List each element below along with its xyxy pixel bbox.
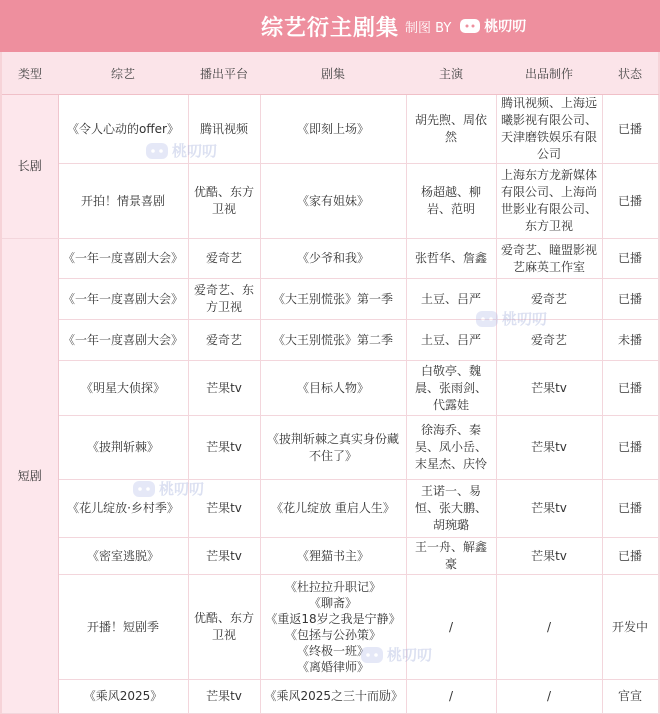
watermark-text: 桃叨叨 xyxy=(387,646,433,664)
credit xyxy=(405,0,526,52)
col-header-status: 状态 xyxy=(602,52,658,95)
col-header-show: 综艺 xyxy=(58,52,188,95)
brand xyxy=(459,16,526,36)
cell-producer: 腾讯视频、上海远曦影视有限公司、天津磨铁娱乐有限公司 xyxy=(496,95,602,164)
cell-platform: 爱奇艺 xyxy=(188,239,260,279)
cell-drama: 《乘风2025之三十而励》 xyxy=(260,680,406,714)
cell-producer: 爱奇艺、瞳盟影视艺麻英工作室 xyxy=(496,239,602,279)
cell-cast: 土豆、吕严 xyxy=(406,279,496,320)
table-row xyxy=(2,538,658,575)
col-header-type: 类型 xyxy=(2,52,58,95)
cell-drama: 《目标人物》 xyxy=(260,361,406,416)
cell-status: 未播 xyxy=(602,320,658,361)
category-short: 短剧 xyxy=(2,239,58,714)
credit-label: 制图 BY xyxy=(405,20,452,36)
cell-cast: 白敬亭、魏晨、张雨剑、代露娃 xyxy=(406,361,496,416)
cell-platform: 芒果tv xyxy=(188,680,260,714)
cell-producer: 芒果tv xyxy=(496,480,602,538)
cell-drama: 《家有姐妹》 xyxy=(260,164,406,239)
cell-cast: 王诺一、易恒、张大鹏、胡琬璐 xyxy=(406,480,496,538)
watermark-text: 桃叨叨 xyxy=(159,480,205,498)
page-title: 综艺衍主剧集 xyxy=(260,15,399,41)
cell-producer: 芒果tv xyxy=(496,416,602,480)
table-row xyxy=(2,320,658,361)
brand-name: 桃叨叨 xyxy=(484,19,527,35)
cell-cast: 杨超越、柳岩、范明 xyxy=(406,164,496,239)
cell-cast: 胡先煦、周依然 xyxy=(406,95,496,164)
cell-platform: 芒果tv xyxy=(188,361,260,416)
cell-drama: 《大王别慌张》第二季 xyxy=(260,320,406,361)
cell-show: 《明星大侦探》 xyxy=(58,361,188,416)
header-banner xyxy=(0,0,660,52)
table-row xyxy=(2,164,658,239)
cell-producer: / xyxy=(496,575,602,680)
cell-platform: 芒果tv xyxy=(188,480,260,538)
cell-cast: 徐海乔、秦昊、凤小岳、末星杰、庆怜 xyxy=(406,416,496,480)
cell-cast: 土豆、吕严 xyxy=(406,320,496,361)
drama-table xyxy=(2,52,659,714)
cell-status: 已播 xyxy=(602,239,658,279)
cell-show: 开拍！情景喜剧 xyxy=(58,164,188,239)
cell-show: 《乘风2025》 xyxy=(58,680,188,714)
cell-drama: 《狸猫书主》 xyxy=(260,538,406,575)
cell-status: 已播 xyxy=(602,416,658,480)
cell-drama: 《花儿绽放 重启人生》 xyxy=(260,480,406,538)
cell-show: 《一年一度喜剧大会》 xyxy=(58,239,188,279)
cell-drama: 《少爷和我》 xyxy=(260,239,406,279)
cell-status: 已播 xyxy=(602,164,658,239)
cell-platform: 优酷、东方卫视 xyxy=(188,575,260,680)
cell-status: 已播 xyxy=(602,279,658,320)
cell-show: 开播！短剧季 xyxy=(58,575,188,680)
cell-status: 官宣 xyxy=(602,680,658,714)
table-row xyxy=(2,361,658,416)
cell-cast: / xyxy=(406,575,496,680)
cell-cast: / xyxy=(406,680,496,714)
cell-producer: 芒果tv xyxy=(496,361,602,416)
cell-status: 已播 xyxy=(602,538,658,575)
cell-status: 已播 xyxy=(602,361,658,416)
col-header-producer: 出品制作 xyxy=(496,52,602,95)
cell-platform: 芒果tv xyxy=(188,416,260,480)
cell-status: 已播 xyxy=(602,95,658,164)
table-row xyxy=(2,239,658,279)
cell-platform: 腾讯视频 xyxy=(188,95,260,164)
watermark-text: 桃叨叨 xyxy=(172,142,218,160)
cell-status: 已播 xyxy=(602,480,658,538)
col-header-drama: 剧集 xyxy=(260,52,406,95)
cell-drama: 《即刻上场》 xyxy=(260,95,406,164)
cell-drama: 《披荆斩棘之真实身份藏不住了》 xyxy=(260,416,406,480)
cell-cast: 张哲华、詹鑫 xyxy=(406,239,496,279)
cell-producer: 芒果tv xyxy=(496,538,602,575)
cell-platform: 优酷、东方卫视 xyxy=(188,164,260,239)
table-row xyxy=(2,416,658,480)
cell-drama: 《杜拉拉升职记》 《聊斋》 《重返18岁之我是宁静》 《包拯与公孙策》 《终极一班》 《离婚律师》 xyxy=(260,575,406,680)
cell-status: 开发中 xyxy=(602,575,658,680)
cell-producer: 爱奇艺 xyxy=(496,320,602,361)
table-row xyxy=(2,279,658,320)
table-header-row xyxy=(2,52,658,95)
cell-show: 《披荆斩棘》 xyxy=(58,416,188,480)
col-header-cast: 主演 xyxy=(406,52,496,95)
brand-logo-icon xyxy=(459,17,481,35)
col-header-platform: 播出平台 xyxy=(188,52,260,95)
cell-drama: 《大王别慌张》第一季 xyxy=(260,279,406,320)
cell-show: 《密室逃脱》 xyxy=(58,538,188,575)
table-row xyxy=(2,480,658,538)
cell-producer: 上海东方龙新媒体有限公司、上海尚世影业有限公司、东方卫视 xyxy=(496,164,602,239)
cell-platform: 芒果tv xyxy=(188,538,260,575)
table-row xyxy=(2,575,658,680)
cell-platform: 爱奇艺、东方卫视 xyxy=(188,279,260,320)
cell-show: 《一年一度喜剧大会》 xyxy=(58,279,188,320)
cell-producer: 爱奇艺 xyxy=(496,279,602,320)
table-row xyxy=(2,95,658,164)
cell-show: 《令人心动的offer》 xyxy=(58,95,188,164)
category-long: 长剧 xyxy=(2,95,58,239)
watermark-text: 桃叨叨 xyxy=(502,310,548,328)
cell-producer: / xyxy=(496,680,602,714)
cell-platform: 爱奇艺 xyxy=(188,320,260,361)
cell-show: 《一年一度喜剧大会》 xyxy=(58,320,188,361)
cell-cast: 王一舟、解鑫豪 xyxy=(406,538,496,575)
cell-show: 《花儿绽放·乡村季》 xyxy=(58,480,188,538)
table-row xyxy=(2,680,658,714)
